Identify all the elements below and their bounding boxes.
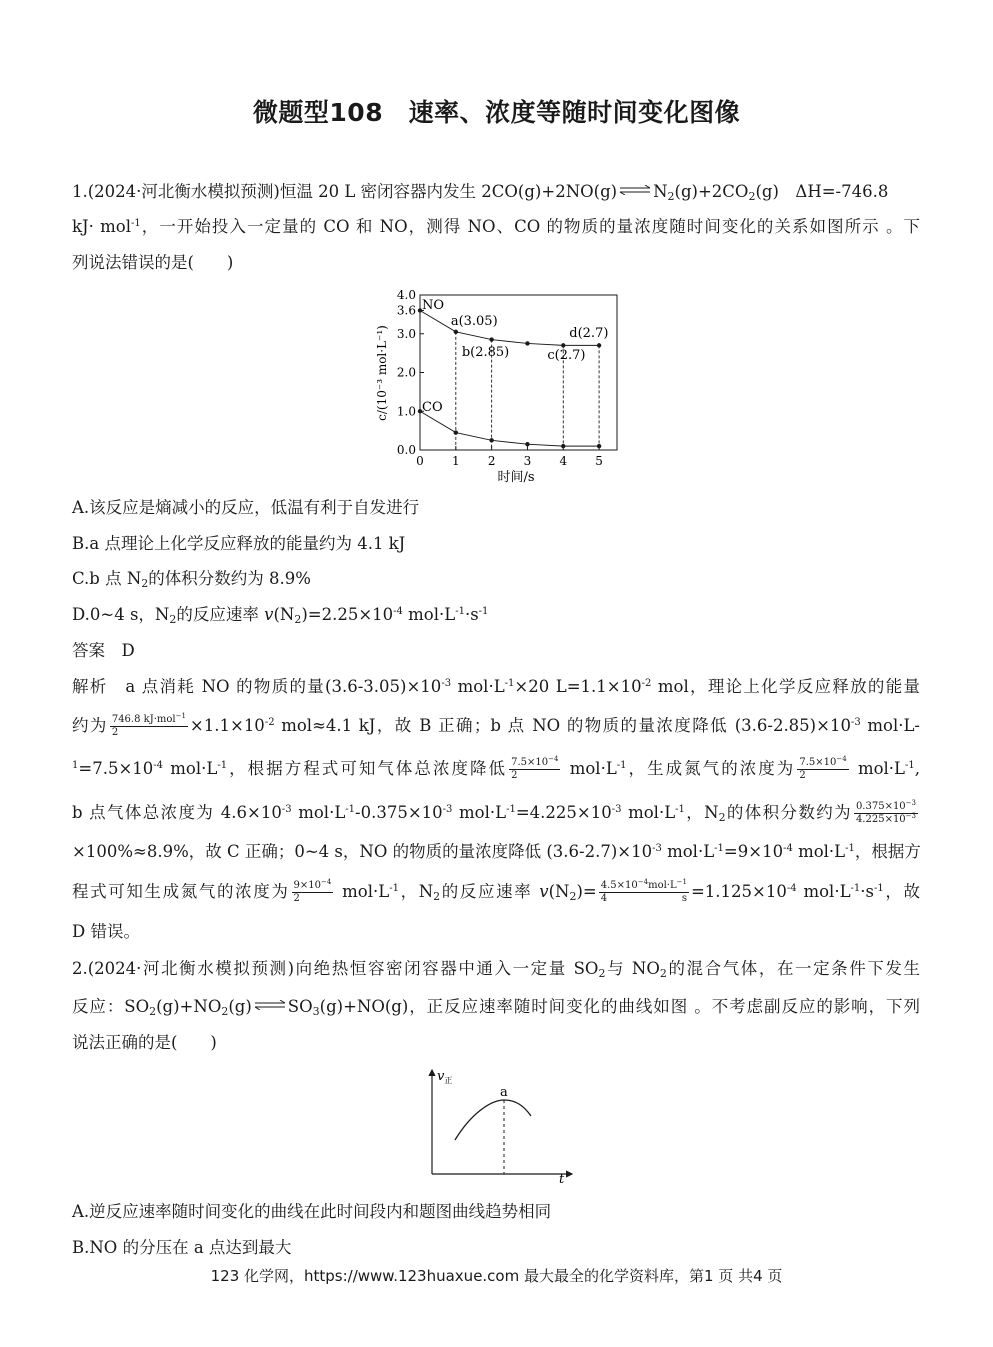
fraction-total-decrease: $\frac{7.5\times 10^{-4}}{2}$ [511, 755, 559, 781]
chart1-point-no [525, 341, 529, 345]
chart1-annotation: b(2.85) [461, 345, 510, 360]
chart1-plot-frame [420, 295, 617, 450]
chart1-point-co [561, 444, 565, 448]
fraction-volume-fraction: $\frac{0.375\times 10^{-3}}{4.225\times 10^{-3}}$ [855, 799, 916, 825]
chart1-y-tick-label: 3.6 [396, 303, 416, 318]
q1-intro-line-2: kJ· mol$^{-1}$，一开始投入一定量的 CO 和 NO，测得 NO、CO 的物质的量浓度随时间变化的关系如图所示 。下 [72, 217, 920, 236]
q2-intro-line-3: 说法正确的是( ) [72, 1033, 217, 1052]
chart-concentration-vs-time [370, 283, 630, 488]
q1-option-d[interactable]: D.0~4 s，$N_2$的反应速率 $v(N_2)=2.25\times 10^{-4}$ $mol\cdot L^{-1}\cdot s^{-1}$ [72, 605, 489, 626]
chart2-x-axis-label: t [559, 1172, 565, 1184]
chart1-annotation: CO [422, 400, 443, 415]
chart1-annotation: NO [422, 298, 445, 313]
q1-analysis-line-4: b 点气体总浓度为 $4.6\times 10^{-3}$ $mol\cdot L^{-1}-0.375\times 10^{-3}$ $mol\cdot L^{-1}=4.225\times 10^{-3}$ $mol\cdot L^{-1}$，$N_2$的体积分数约为 $\frac{0.375\times 10^{-3}}{4.225\times 10^{-3}}$ [72, 799, 916, 825]
chart2-point-label-a: a [500, 1085, 508, 1100]
chart1-x-tick-label: 1 [451, 454, 460, 468]
fraction-rate: $\frac{4.5\times 10^{-4}mol\cdot L^{-1}}{4 s}$ [600, 878, 687, 904]
chart1-x-tick-label: 4 [559, 454, 568, 468]
chart1-point-no [561, 343, 565, 347]
chart1-x-tick-label: 2 [487, 454, 496, 468]
q1-answer: 答案 D [72, 641, 135, 660]
page-title: 微题型108 速率、浓度等随时间变化图像 [252, 98, 741, 127]
chart1-annotation: a(3.05) [450, 314, 498, 329]
chart1-point-co [525, 442, 529, 446]
q1-analysis-line-3: $^1=7.5\times 10^{-4}$ $mol\cdot L^{-1}$，根据方程式可知气体总浓度降低 $\frac{7.5\times 10^{-4}}{2}$ $mol\cdot L^{-1}$，生成氮气的浓度为 $\frac{7.5\times 10^{-4}}{2}$ $mol\cdot L^{-1}$, [72, 755, 921, 781]
chart-forward-rate-vs-time [420, 1062, 580, 1184]
q2-option-a[interactable]: A.逆反应速率随时间变化的曲线在此时间段内和题图曲线趋势相同 [72, 1202, 552, 1221]
q1-option-a[interactable]: A.该反应是熵减小的反应，低温有利于自发进行 [72, 498, 420, 517]
chart1-y-tick-label: 3.0 [396, 326, 416, 341]
chart1-point-no [489, 337, 493, 341]
chart1-point-co [597, 444, 601, 448]
q1-analysis-line-6: 程式可知生成氮气的浓度为 $\frac{9\times 10^{-4}}{2}$ $mol\cdot L^{-1}$，$N_2$的反应速率 $v(N_2)=$ $\frac{4.5\times 10^{-4}mol\cdot L^{-1}}{4 s}$ $=1.125\times 10^{-4}$ $mol\cdot L^{-1}\cdot s^{-1}$，故 [72, 878, 921, 904]
chart1-x-axis-label: 时间/s [497, 470, 535, 485]
fraction-energy: $\frac{746.8 kJ\cdot mol^{-1}}{2}$ [111, 712, 186, 738]
chart1-series-line-co [420, 411, 599, 446]
chart1-x-tick-label: 5 [595, 454, 603, 468]
fraction-n2-generated: $\frac{9\times 10^{-4}}{2}$ [293, 878, 332, 904]
q1-analysis-line-7: D 错误。 [72, 922, 140, 941]
chart1-x-tick-label: 0 [416, 454, 424, 468]
chart1-y-tick-label: 2.0 [396, 365, 416, 380]
q1-intro-line-1: 1.(2024·河北衡水模拟预测)恒温 20 L 密闭容器内发生 2CO(g)+2NO(g) $N_2(g)+2CO_2(g)$ ΔH=-746.8 [72, 182, 889, 203]
chart2-y-axis-label: $v_正$ [437, 1069, 453, 1085]
chart1-y-axis-label: c/(10⁻³ mol·L⁻¹) [375, 325, 389, 421]
chart1-annotation: d(2.7) [569, 326, 609, 341]
chart1-y-tick-label: 4.0 [396, 288, 416, 302]
q1-analysis-line-2: 约为 $\frac{746.8 kJ\cdot mol^{-1}}{2}$ $\times 1.1\times 10^{-2}$ mol≈4.1 kJ，故 B 正确；b 点 NO 的物质的量浓度降低 $(3.6-2.85)\times 10^{-3}$ mol·L- [72, 712, 920, 738]
equilibrium-arrow-icon [253, 1000, 287, 1010]
fraction-n2-concentration: $\frac{7.5\times 10^{-4}}{2}$ [799, 755, 847, 781]
q2-option-b[interactable]: B.NO 的分压在 a 点达到最大 [72, 1238, 292, 1257]
page-footer: 123 化学网，https://www.123huaxue.com 最大最全的化学资料库，第1 页 共4 页 [210, 1267, 783, 1285]
q1-analysis-line-1: 解析 a 点消耗 NO 的物质的量$(3.6-3.05)\times 10^{-3}$ $mol\cdot L^{-1}\times 20$ $L=1.1\times 10^{-2}$ mol，理论上化学反应释放的能量 [72, 677, 920, 696]
q1-intro-line-3: 列说法错误的是( ) [72, 253, 234, 272]
chart2-rate-curve [455, 1100, 531, 1140]
q2-intro-line-2: 反应：$SO_2(g)+NO_2(g)$ $SO_3(g)+NO(g)$，正反应速率随时间变化的曲线如图 。不考虑副反应的影响，下列 [72, 997, 920, 1018]
q1-option-b[interactable]: B.a 点理论上化学反应释放的能量约为 4.1 kJ [72, 534, 406, 553]
chart1-y-tick-label: 0.0 [396, 443, 416, 457]
chart1-y-tick-label: 1.0 [396, 404, 416, 419]
q1-option-c[interactable]: C.b 点 $N_2$的体积分数约为 8.9% [72, 569, 311, 590]
chart1-point-co [489, 438, 493, 442]
q2-intro-line-1: 2.(2024·河北衡水模拟预测)向绝热恒容密闭容器中通入一定量 $SO_2$与 $NO_2$的混合气体，在一定条件下发生 [72, 959, 920, 980]
chart1-point-co [454, 430, 458, 434]
chart1-point-no [454, 330, 458, 334]
equilibrium-arrow-icon [618, 185, 652, 195]
chart1-point-no [597, 343, 601, 347]
chart1-annotation: c(2.7) [547, 348, 586, 363]
chart1-x-tick-label: 3 [523, 454, 532, 468]
q1-analysis-line-5: ×100%≈8.9%，故 C 正确；0~4 s，NO 的物质的量浓度降低 $(3.6-2.7)\times 10^{-3}$ $mol\cdot L^{-1}=9\times 10^{-4}$ $mol\cdot L^{-1}$，根据方 [72, 842, 921, 861]
